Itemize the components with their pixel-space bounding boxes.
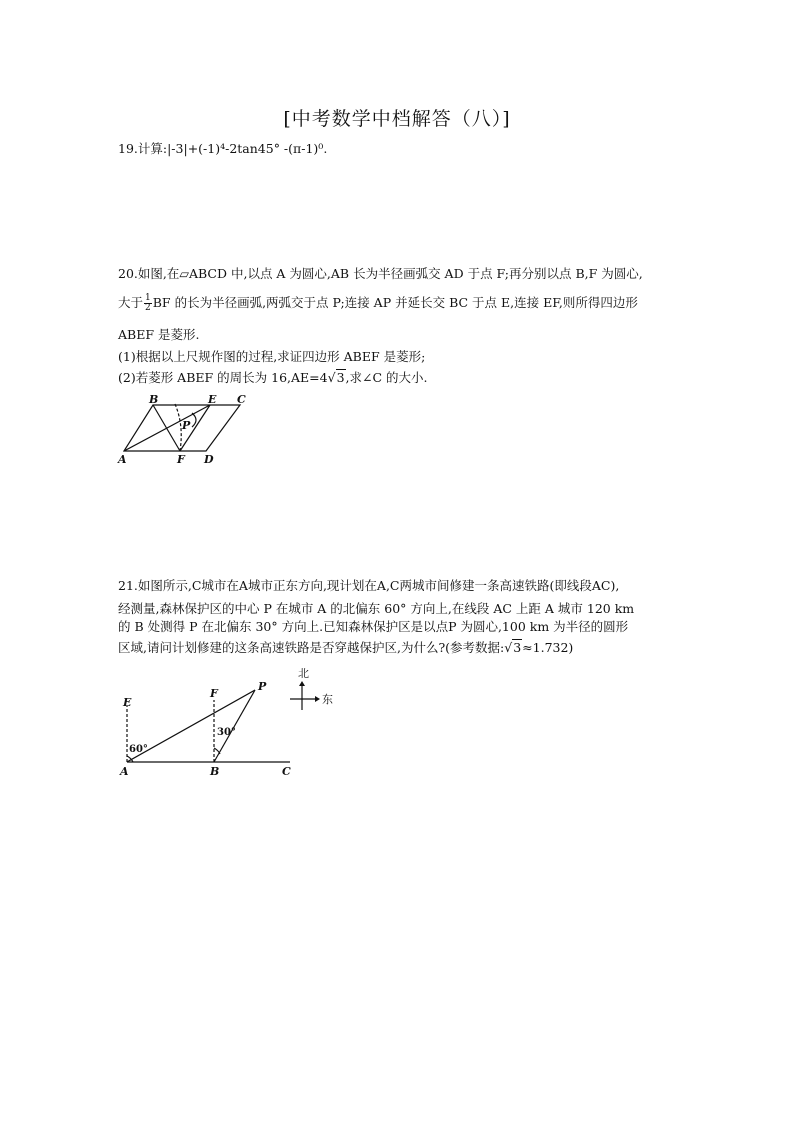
question-20-line1: 20.如图,在▱ABCD 中,以点 A 为圆心,AB 长为半径画弧交 AD 于点 F;再分别以点 B,F 为圆心, [118, 266, 643, 281]
compass-north-arrow [299, 681, 305, 686]
question-20-part1: (1)根据以上尺规作图的过程,求证四边形 ABEF 是菱形; [118, 349, 426, 364]
label-b: B [149, 393, 159, 406]
sqrt-three: √3 [504, 640, 522, 655]
q21-line4-post: ≈1.732) [522, 640, 574, 655]
angle-label-30: 30° [217, 727, 236, 738]
question-21-line3: 的 B 处测得 P 在北偏东 30° 方向上.已知森林保护区是以点P 为圆心,100 km 为半径的圆形 [118, 619, 629, 634]
question-21-line4 [118, 640, 573, 656]
q21-line4-pre: 区域,请问计划修建的这条高速铁路是否穿越保护区,为什么?(参考数据: [118, 640, 505, 655]
label-a: A [120, 765, 129, 778]
page-title: [中考数学中档解答（八）] [283, 108, 511, 130]
railway-figure [112, 662, 342, 782]
q20-line2-pre: 大于 [118, 295, 144, 310]
label-p: P [258, 680, 267, 693]
label-p: P [182, 419, 191, 432]
arc-small [192, 413, 196, 427]
sqrt-three: √3 [327, 370, 345, 385]
angle-arc-b [214, 748, 220, 754]
compass-north-label: 北 [298, 667, 309, 680]
question-19: 19.计算:|-3|+(-1)⁴-2tan45° -(π-1)⁰. [118, 141, 328, 156]
q20-part2-post: ,求∠C 的大小. [345, 370, 428, 385]
radicand: 3 [336, 370, 345, 385]
fraction-denominator: 2 [145, 303, 151, 313]
label-b: B [210, 765, 220, 778]
question-20-line3: ABEF 是菱形. [118, 327, 200, 342]
label-c: C [282, 765, 291, 778]
label-a: A [118, 453, 127, 466]
q20-line2-post: BF 的长为半径画弧,两弧交于点 P;连接 AP 并延长交 BC 于点 E,连接 EF,则所得四边形 [152, 295, 638, 310]
question-20-line2 [118, 294, 638, 313]
label-e: E [123, 696, 132, 709]
label-f: F [177, 453, 185, 466]
compass-east-label: 东 [322, 693, 333, 706]
label-f: F [210, 687, 218, 700]
fraction-one-half [144, 294, 152, 313]
q20-part2-pre: (2)若菱形 ABEF 的周长为 16,AE=4 [118, 370, 328, 385]
radicand: 3 [513, 640, 522, 655]
question-21-line2: 经测量,森林保护区的中心 P 在城市 A 的北偏东 60° 方向上,在线段 AC 上距 A 城市 120 km [118, 601, 635, 616]
angle-label-60: 60° [129, 744, 148, 755]
line-bf [153, 405, 180, 451]
parallelogram-figure [112, 390, 260, 468]
fraction-numerator: 1 [145, 293, 151, 303]
question-21-line1: 21.如图所示,C城市在A城市正东方向,现计划在A,C两城市间修建一条高速铁路(即线段AC), [118, 578, 620, 593]
compass-east-arrow [315, 696, 320, 702]
label-e: E [208, 393, 217, 406]
label-c: C [237, 393, 246, 406]
line-bp [214, 690, 255, 762]
label-d: D [204, 453, 214, 466]
question-20-part2 [118, 370, 428, 386]
